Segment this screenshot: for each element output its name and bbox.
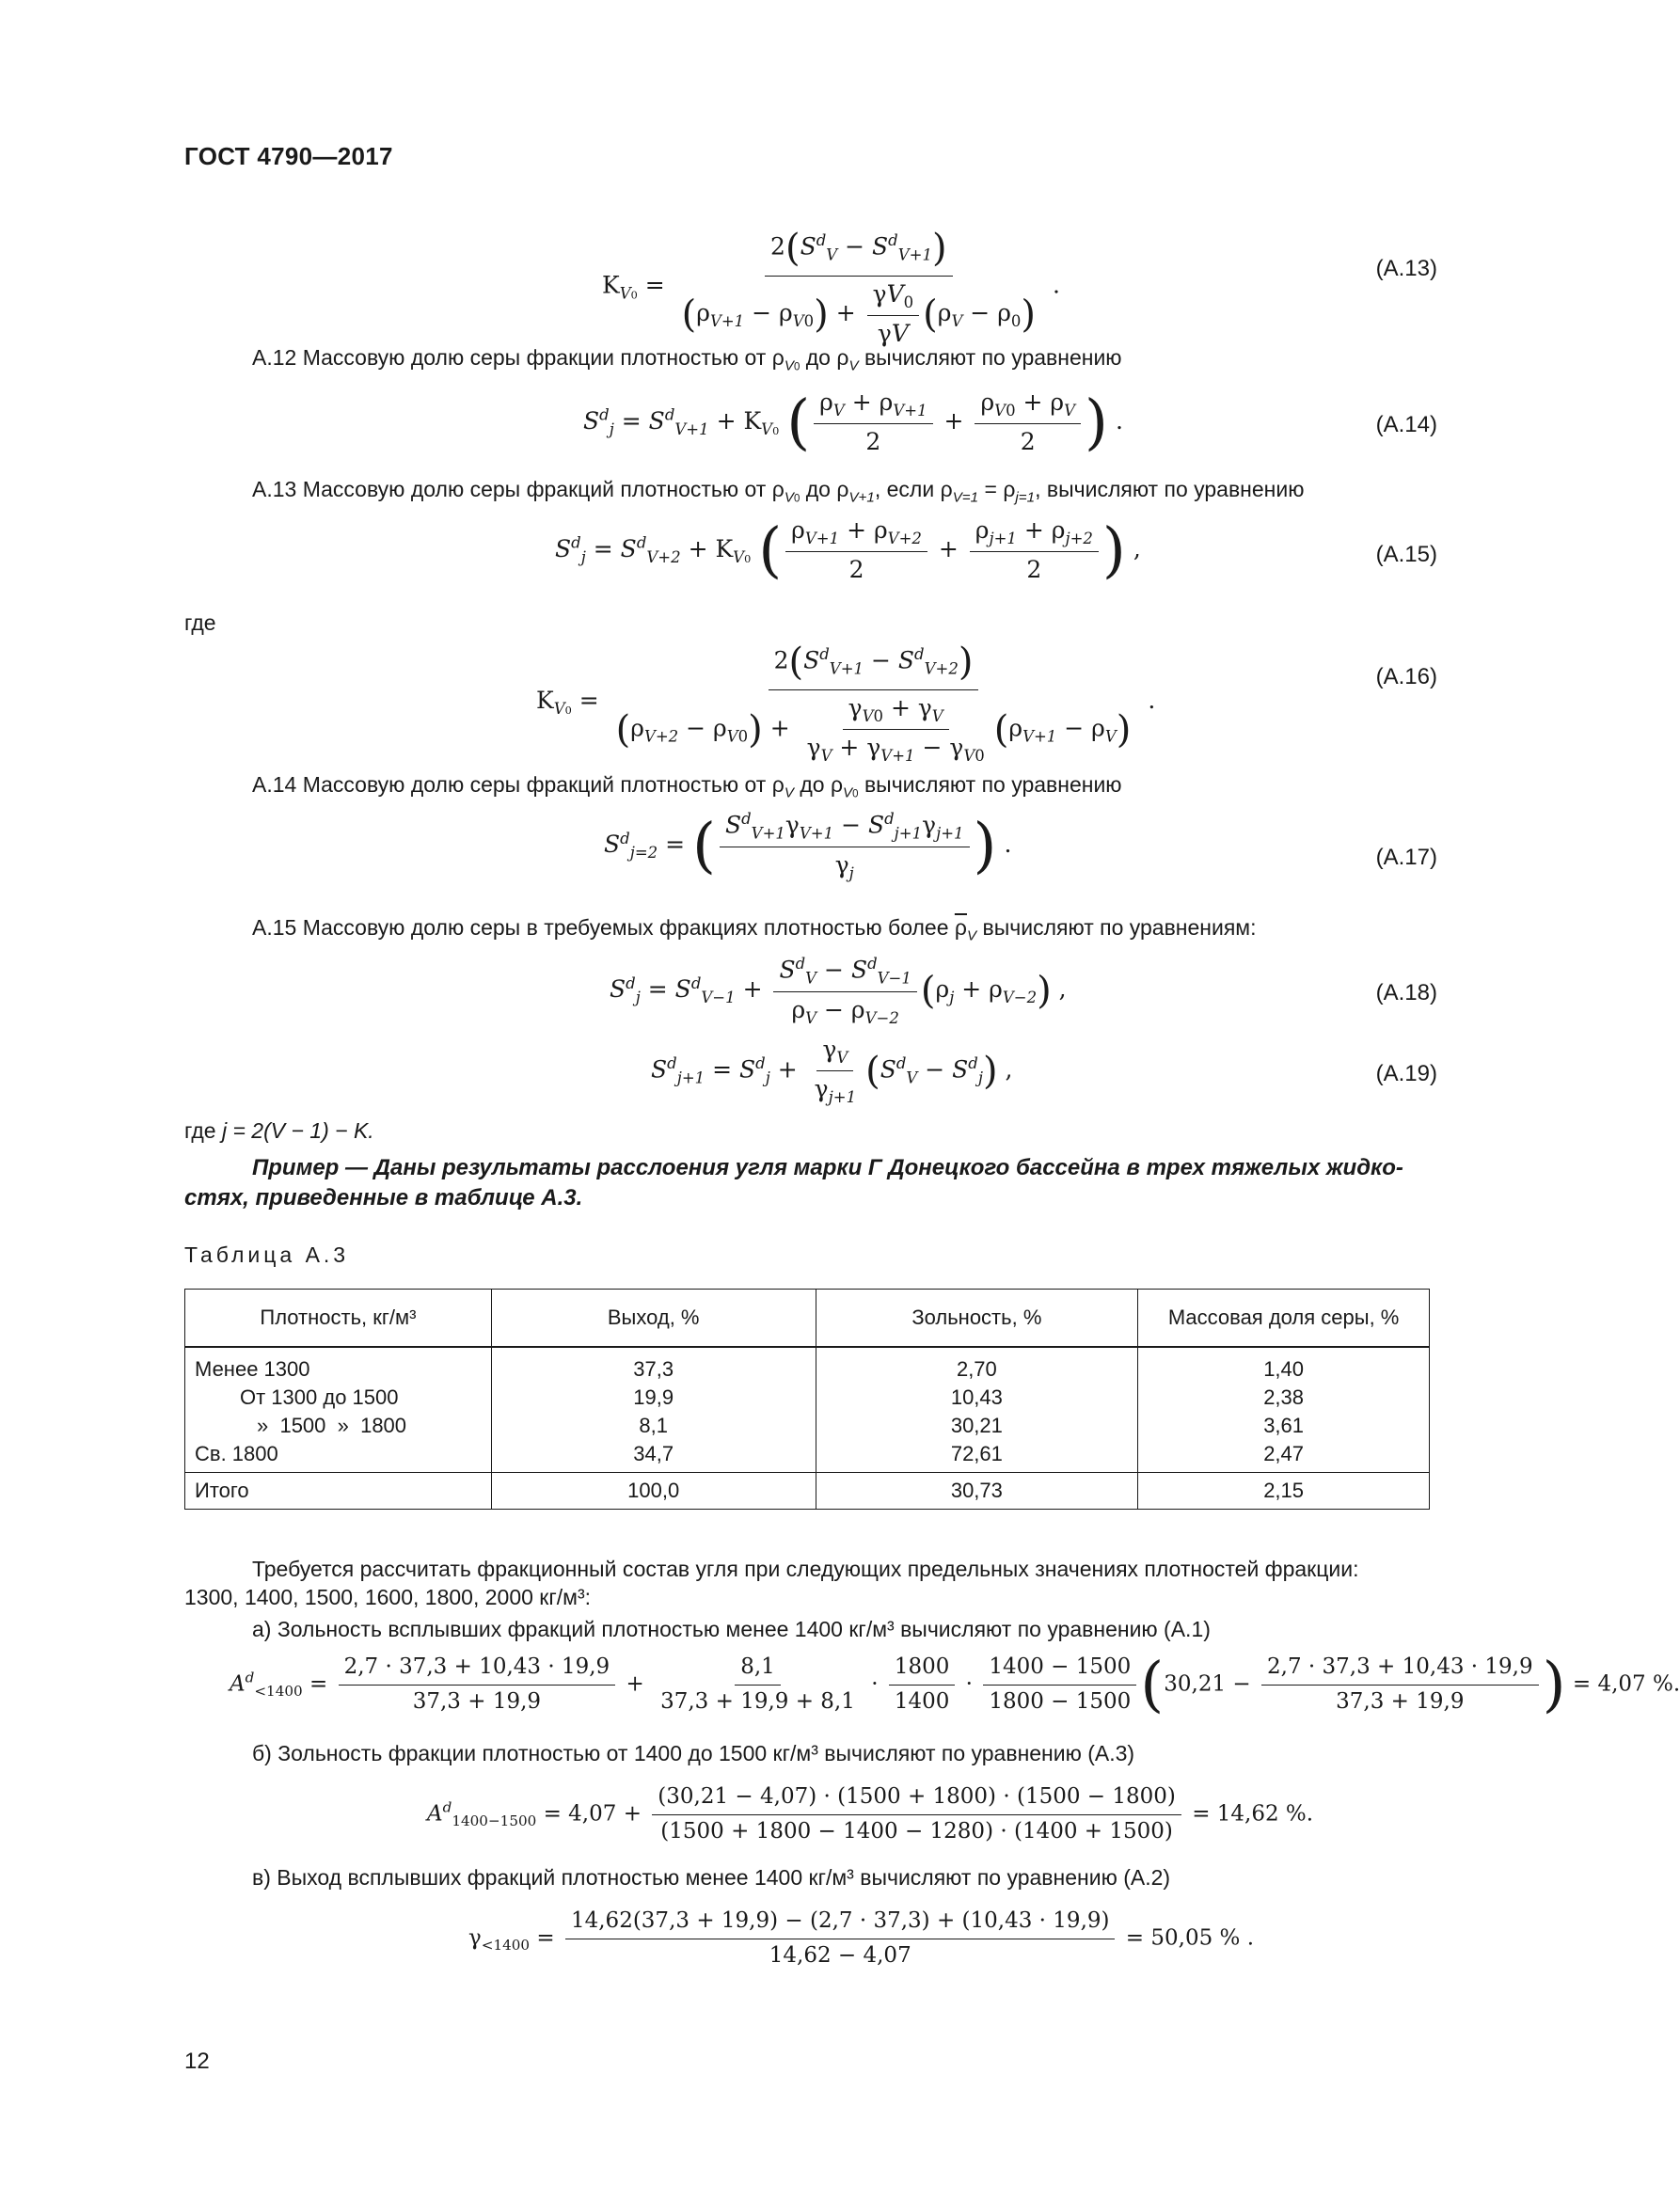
formula-a17: $S^d_{j=2}$ = ( $\frac{S^d_{V+1}\gamma_{V+1} - S^d_{j+1}\gamma_{j+1}}{\gamma_j}$ ) . — [604, 810, 1012, 882]
yield-value: 37,3 — [633, 1357, 674, 1381]
formula-calc-a: $A^d_{<1400}$ = $\frac{2,7 \cdot 37,3 + 10,43 \cdot 19,9}{37,3 + 19,9}$ + $\frac{8,1}{37,3 + 19,9 + 8,1}$ · $\frac{1800}{1400}$ · $\frac{1400 - 1500}{1800 - 1500}$ (30,21 − $\frac{2,7 \cdot 37,3 + 10,43 \cdot 19,9}{37,3 + 19,9}$ ) = 4,07 %. — [230, 1650, 1680, 1720]
density-cell — [185, 1347, 492, 1473]
yield-value: 8,1 — [639, 1414, 668, 1437]
total-sulfur: 2,15 — [1138, 1473, 1430, 1510]
table-total-row — [185, 1473, 1430, 1510]
formula-a19: $S^d_{j+1} = S^d_j$ + $\frac{\gamma_V}{\gamma_{j+1}}$ $(S^d_V - S^d_j)$ , — [651, 1036, 1013, 1107]
table-header-row — [185, 1290, 1430, 1348]
where-j-line: где j = 2(V − 1) − K. — [184, 1118, 374, 1143]
sulfur-value: 3,61 — [1263, 1414, 1305, 1437]
requirement-line-1: Требуется рассчитать фракционный состав угля при следующих предельных значениях плотностей фракции: — [252, 1557, 1359, 1581]
eq-number-a15: (A.15) — [1375, 542, 1437, 567]
table-a3 — [184, 1289, 1430, 1510]
density-value: От 1300 до 1500 — [240, 1385, 399, 1409]
yield-cell — [491, 1347, 816, 1473]
total-label: Итого — [185, 1473, 492, 1510]
table-caption: Таблица А.3 — [184, 1242, 350, 1267]
example-line-1: Пример — Даны результаты расслоения угля марки Г Донецкого бассейна в трех тяжелых жидко- — [252, 1155, 1403, 1180]
step-b-text: б) Зольность фракции плотностью от 1400 до 1500 кг/м³ вычисляют по уравнению (А.3) — [252, 1741, 1135, 1765]
formula-calc-b: $A^d_{1400-1500} = 4,07$ + $\frac{(30,21 - 4,07) \cdot (1500 + 1800) \cdot (1500 - 1800)}{(1500 + 1800 - 1400 - 1280) \cdot (1400 + 1500)}$ = 14,62 %. — [427, 1784, 1314, 1844]
total-yield: 100,0 — [491, 1473, 816, 1510]
sulfur-value: 2,47 — [1263, 1442, 1305, 1465]
formula-a13: $K_{V0}$ = $2(S^d_V - S^d_{V+1})$ $(\rho_{V+1} - \rho_{V0})$ + $\frac{\gamma V_0}{\gamma V}$ $(\rho_V - \rho_0)$ . — [602, 224, 1060, 350]
eq-number-a17: (A.17) — [1375, 845, 1437, 870]
formula-a15: $S^d_j = S^d_{V+2} + K_{V0}$ ( $\frac{\rho_{V+1} + \rho_{V+2}}{2}$ + $\frac{\rho_{j+1} + \rho_{j+2}}{2}$ ) , — [555, 515, 1141, 586]
formula-a14: $S^d_j = S^d_{V+1} + K_{V0}$ ( $\frac{\rho_V + \rho_{V+1}}{2}$ + $\frac{\rho_{V0} + \rho_V}{2}$ ) . — [583, 388, 1123, 458]
density-value: Св. 1800 — [195, 1442, 278, 1465]
density-value: Менее 1300 — [195, 1357, 310, 1381]
eq-number-a13: (A.13) — [1375, 256, 1437, 281]
eq-number-a18: (A.18) — [1375, 980, 1437, 1005]
step-a-text: а) Зольность всплывших фракций плотностью менее 1400 кг/м³ вычисляют по уравнению (А.1) — [252, 1617, 1211, 1641]
formula-calc-c: $\gamma_{<1400}$ = $\frac{14,62(37,3 + 19,9) - (2,7 \cdot 37,3) + (10,43 \cdot 19,9)}{14,62 - 4,07}$ = 50,05 % . — [468, 1908, 1255, 1968]
ash-value: 10,43 — [950, 1385, 1003, 1409]
example-text — [184, 1153, 1447, 1214]
ash-value: 72,61 — [950, 1442, 1003, 1465]
step-c-text: в) Выход всплывших фракций плотностью менее 1400 кг/м³ вычисляют по уравнению (А.2) — [252, 1865, 1171, 1890]
yield-value: 34,7 — [633, 1442, 674, 1465]
col-header-ash: Зольность, % — [816, 1290, 1138, 1348]
example-line-2: стях, приведенные в таблице А.3. — [184, 1185, 583, 1211]
paragraph-a13: А.13 Массовую долю серы фракций плотностью от $\rho_{V0}$ до $\rho_{V+1}$, если $\rho_{V=1} = \rho_{j=1}$, вычисляют по уравнению — [252, 477, 1305, 506]
ash-value: 30,21 — [950, 1414, 1003, 1437]
eq-number-a16: (A.16) — [1375, 664, 1437, 689]
ash-cell — [816, 1347, 1138, 1473]
eq-number-a14: (A.14) — [1375, 412, 1437, 437]
sulfur-value: 2,38 — [1263, 1385, 1305, 1409]
yield-value: 19,9 — [633, 1385, 674, 1409]
page-header: ГОСТ 4790—2017 — [184, 142, 393, 170]
col-header-sulfur: Массовая доля серы, % — [1138, 1290, 1430, 1348]
paragraph-a15: А.15 Массовую долю серы в требуемых фракциях плотностью более $\overline{\rho}_V$ вычисляют по уравнениям: — [252, 915, 1257, 944]
formula-a16: $K_{V0}$ = $2(S^d_{V+1} - S^d_{V+2})$ $(\rho_{V+2} - \rho_{V0})$ + $\frac{\gamma_{V0} + \gamma_V}{\gamma_V + \gamma_{V+1} - \gamma_{V0}}$ $(\rho_{V+1} - \rho_V)$ . — [536, 638, 1155, 767]
table-row — [185, 1347, 1430, 1473]
paragraph-a14: А.14 Массовую долю серы фракций плотностью от $\rho_V$ до $\rho_{V0}$ вычисляют по уравнению — [252, 772, 1122, 801]
col-header-density: Плотность, кг/м³ — [185, 1290, 492, 1348]
page-number: 12 — [184, 2049, 210, 2074]
sulfur-cell — [1138, 1347, 1430, 1473]
density-value: » 1500 » 1800 — [257, 1414, 407, 1437]
sulfur-value: 1,40 — [1263, 1357, 1305, 1381]
paragraph-a12: А.12 Массовую долю серы фракции плотностью от $\rho_{V0}$ до $\rho_V$ вычисляют по уравнению — [252, 345, 1122, 374]
formula-a18: $S^d_j = S^d_{V-1}$ + $\frac{S^d_V - S^d_{V-1}}{\rho_V - \rho_{V-2}}$ $(\rho_j + \rho_{V-2})$ , — [610, 955, 1067, 1027]
ash-value: 2,70 — [956, 1357, 997, 1381]
total-ash: 30,73 — [816, 1473, 1138, 1510]
requirement-line-2: 1300, 1400, 1500, 1600, 1800, 2000 кг/м³: — [184, 1585, 591, 1609]
eq-number-a19: (A.19) — [1375, 1061, 1437, 1086]
where-label: где — [184, 610, 216, 635]
col-header-yield: Выход, % — [491, 1290, 816, 1348]
